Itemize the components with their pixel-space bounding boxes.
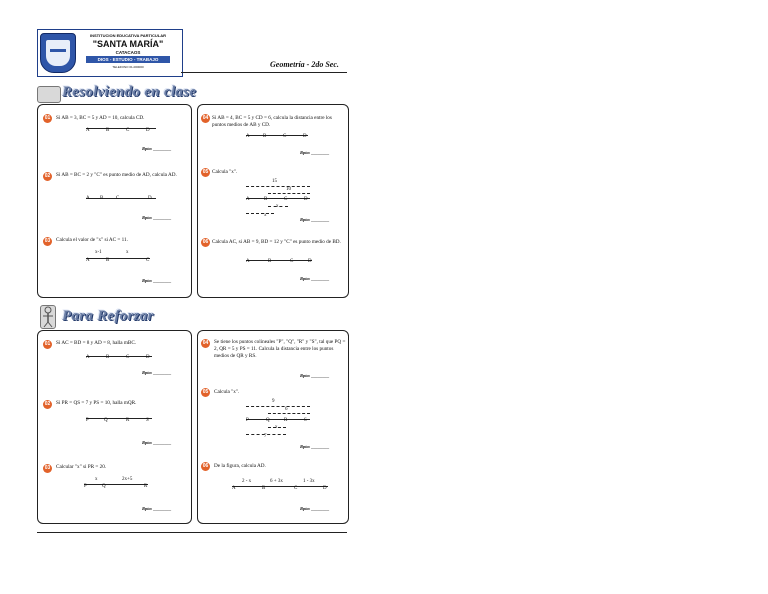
answer-line[interactable]: Rpta: ________: [142, 440, 172, 445]
question-number: 03: [44, 238, 51, 244]
answer-line[interactable]: Rpta: ________: [142, 146, 172, 151]
segment-measure: x: [276, 204, 279, 209]
segment-measure: 7: [264, 434, 267, 439]
point-label: D: [303, 134, 307, 139]
point-label: A: [246, 197, 250, 202]
point-label: D: [308, 259, 312, 264]
exercise-box-reinforce-left: [37, 330, 192, 524]
answer-line[interactable]: Rpta: ________: [142, 278, 172, 283]
subject-title: Geometría - 2do Sec.: [270, 60, 339, 69]
answer-line[interactable]: Rpta: ________: [300, 506, 330, 511]
segment-measure: 15: [272, 179, 277, 184]
school-crest-icon: [40, 33, 76, 73]
question-text: Calcula AC, si AB = 9, BD = 12 y "C" es punto medio de BD.: [212, 239, 341, 245]
question-text: Si AB = 4, BC = 5 y CD = 6, calcula la distancia entre los puntos medios de AB y CD.: [212, 115, 332, 128]
segment-line: [246, 419, 310, 420]
measure-line: [268, 193, 310, 194]
point-label: A: [246, 134, 250, 139]
answer-line[interactable]: Rpta: ________: [300, 150, 330, 155]
point-label: B: [262, 486, 266, 491]
question-number: 05: [202, 169, 209, 175]
point-label: A: [232, 486, 236, 491]
point-label: C: [116, 196, 120, 201]
segment-measure: x: [264, 213, 267, 218]
segment-line: [86, 258, 150, 259]
school-motto: DIOS - ESTUDIO - TRABAJO: [86, 56, 170, 63]
question-text: Calcula "x".: [212, 169, 238, 175]
answer-line[interactable]: Rpta: ________: [300, 217, 330, 222]
point-label: A: [86, 196, 90, 201]
point-label: C: [126, 128, 130, 133]
point-label: B: [264, 197, 268, 202]
segment-measure: x: [126, 250, 129, 255]
segment-measure: x: [95, 477, 98, 482]
segment-line: [86, 356, 152, 357]
question-text: Calcula el valor de "x" si AC = 11.: [56, 237, 128, 243]
point-label: C: [284, 197, 288, 202]
point-label: P: [246, 418, 249, 423]
point-label: B: [263, 134, 267, 139]
footer-rule: [37, 532, 347, 533]
point-label: C: [290, 259, 294, 264]
institution-type: INSTITUCION EDUCATIVA PARTICULAR: [89, 33, 167, 38]
point-label: D: [146, 128, 150, 133]
question-number: 01: [44, 341, 51, 347]
answer-line[interactable]: Rpta: ________: [300, 276, 330, 281]
point-label: B: [106, 355, 110, 360]
measure-line: [268, 413, 310, 414]
question-text: Se tiene los puntos colineales "P", "Q", "R" y "S", tal que PQ = 2, QR = 5 y PS = 11. Calcula la distancia entre los puntos medios de QR y RS.: [214, 339, 346, 359]
segment-measure: 9: [272, 399, 275, 404]
section-title-resolviendo: Resolviendo en clase: [62, 84, 197, 100]
school-logo-banner: [37, 29, 183, 77]
question-text: Si PR = QS = 7 y PS = 10, halla mQR.: [56, 400, 137, 406]
question-number: 05: [202, 389, 209, 395]
segment-line: [232, 486, 328, 487]
answer-line[interactable]: Rpta: ________: [142, 506, 172, 511]
measure-line: [246, 406, 310, 407]
measure-line: [246, 186, 310, 187]
question-number: 06: [202, 239, 209, 245]
point-label: S: [304, 418, 307, 423]
segment-measure: 2 - x: [242, 479, 252, 484]
chalkboard-icon: [37, 86, 61, 103]
reinforce-figure-icon: [40, 305, 56, 329]
question-number: 04: [202, 115, 209, 121]
question-number: 01: [44, 115, 51, 121]
answer-line[interactable]: Rpta: ________: [300, 373, 330, 378]
question-text: De la figura, calcula AD.: [214, 463, 266, 469]
school-phone: TELEFONO 01-000000: [112, 65, 144, 69]
point-label: D: [323, 486, 327, 491]
question-text: Si AC = BD = 8 y AD = 8, halla mBC.: [56, 340, 137, 346]
point-label: B: [268, 259, 272, 264]
question-text: Calcula "x".: [214, 389, 240, 395]
school-name: "SANTA MARÍA": [92, 39, 164, 49]
point-label: R: [126, 418, 130, 423]
segment-line: [86, 198, 156, 199]
question-number: 02: [44, 173, 51, 179]
point-label: Q: [266, 418, 270, 423]
answer-line[interactable]: Rpta: ________: [300, 444, 330, 449]
segment-measure: x-1: [95, 250, 102, 255]
segment-measure: 6 + 3x: [270, 479, 283, 484]
school-city: CATACAOS: [115, 50, 141, 55]
point-label: A: [246, 259, 250, 264]
question-number: 04: [202, 340, 209, 346]
section-title-reforzar: Para Reforzar: [62, 308, 154, 324]
segment-measure: x: [275, 425, 278, 430]
answer-line[interactable]: Rpta: ________: [142, 370, 172, 375]
exercise-box-class-right: [197, 104, 349, 298]
measure-line: [246, 213, 274, 214]
point-label: B: [100, 196, 104, 201]
question-number: 02: [44, 401, 51, 407]
point-label: B: [106, 258, 110, 263]
point-label: S: [146, 418, 149, 423]
exercise-box-class-left: [37, 104, 192, 298]
point-label: Q: [104, 418, 108, 423]
point-label: R: [144, 484, 148, 489]
point-label: P: [86, 418, 89, 423]
segment-line: [246, 260, 312, 261]
point-label: A: [86, 355, 90, 360]
question-number: 06: [202, 463, 209, 469]
segment-measure: 1 - 3x: [303, 479, 315, 484]
point-label: C: [283, 134, 287, 139]
question-text: Si AB = BC = 2 y "C" es punto medio de AD, calcula AD.: [56, 172, 177, 178]
point-label: D: [146, 355, 150, 360]
question-text: Si AB = 3, BC = 5 y AD = 10, calcula CD.: [56, 115, 145, 121]
point-label: B: [106, 128, 110, 133]
segment-measure: 6: [285, 407, 288, 412]
point-label: C: [294, 486, 298, 491]
point-label: A: [86, 128, 90, 133]
segment-line: [246, 198, 310, 199]
answer-line[interactable]: Rpta: ________: [142, 215, 172, 220]
segment-line: [84, 484, 148, 485]
segment-line: [246, 135, 308, 136]
segment-measure: 10: [286, 187, 291, 192]
point-label: Q: [102, 484, 106, 489]
segment-measure: 2x+5: [122, 477, 133, 482]
segment-line: [86, 418, 152, 419]
header-rule: [181, 72, 347, 73]
point-label: D: [304, 197, 308, 202]
point-label: A: [86, 258, 90, 263]
point-label: P: [84, 484, 87, 489]
point-label: R: [284, 418, 288, 423]
point-label: D: [148, 196, 152, 201]
point-label: C: [146, 258, 150, 263]
question-text: Calcular "x" si PR = 20.: [56, 464, 107, 470]
point-label: C: [126, 355, 130, 360]
question-number: 03: [44, 465, 51, 471]
